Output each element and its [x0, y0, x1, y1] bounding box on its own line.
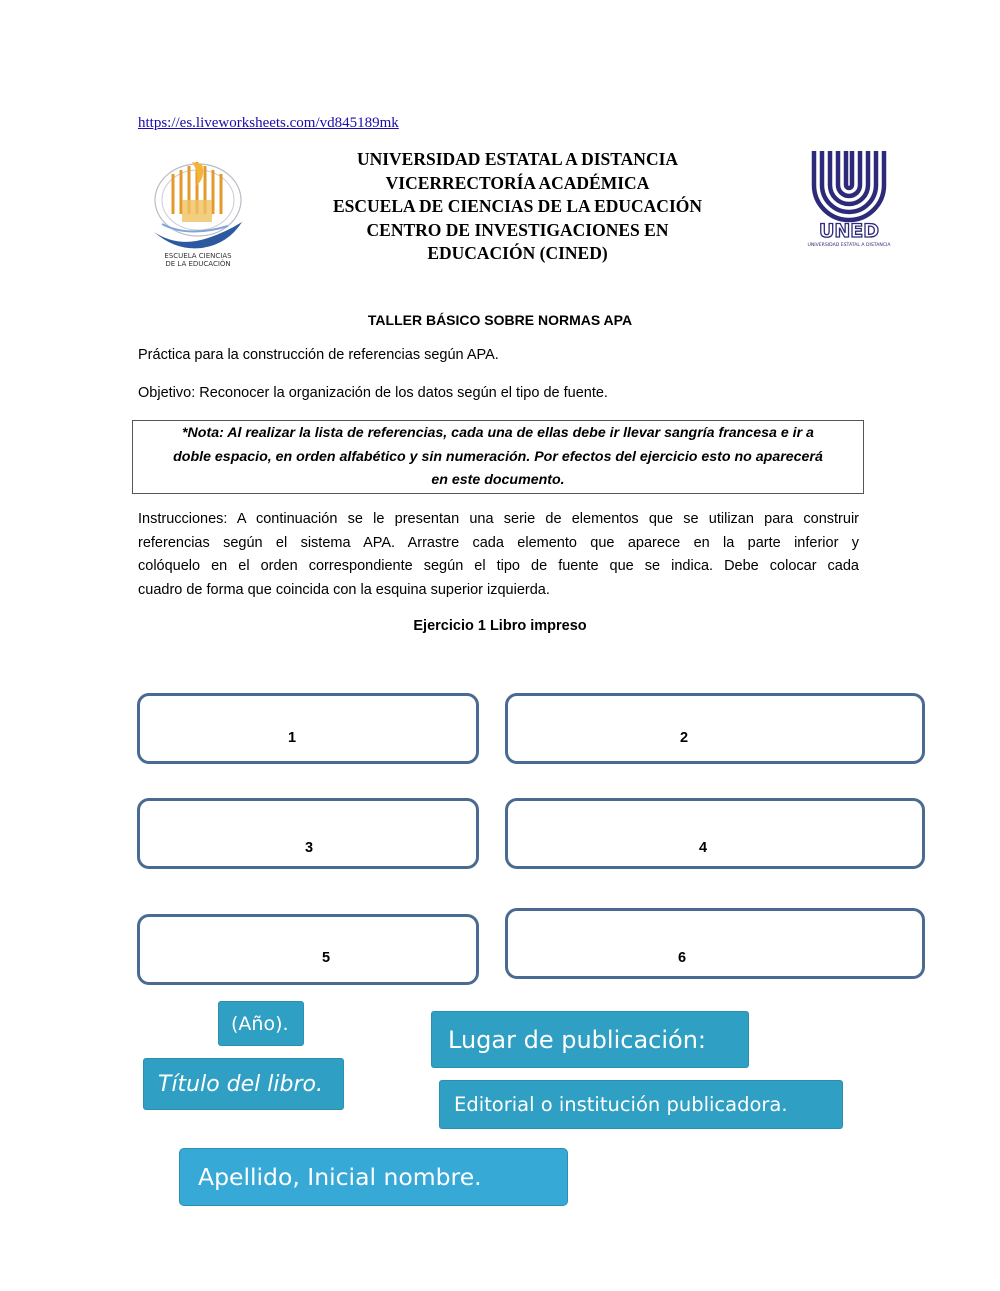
- drop-slot-3[interactable]: [137, 798, 479, 869]
- header-line: CENTRO DE INVESTIGACIONES EN: [366, 219, 669, 240]
- chip-author[interactable]: Apellido, Inicial nombre.: [179, 1148, 568, 1206]
- chip-title[interactable]: Título del libro.: [143, 1058, 344, 1110]
- slot-number: 2: [680, 730, 689, 746]
- chip-publisher[interactable]: Editorial o institución publicadora.: [439, 1080, 843, 1129]
- logo-left-line-2: DE LA EDUCACIÓN: [165, 260, 231, 268]
- slot-number: 6: [678, 950, 687, 966]
- header-line: UNIVERSIDAD ESTATAL A DISTANCIA: [356, 149, 679, 169]
- objective-text: Objetivo: Reconocer la organización de los datos según el tipo de fuente.: [138, 385, 608, 401]
- practice-text: Práctica para la construcción de referencias según APA.: [138, 347, 499, 363]
- instructions: [138, 508, 859, 602]
- chip-place[interactable]: Lugar de publicación:: [431, 1011, 749, 1068]
- header-line: ESCUELA DE CIENCIAS DE LA EDUCACIÓN: [332, 196, 703, 217]
- note-line: *Nota: Al realizar la lista de referencias, cada una de ellas debe ir llevar sangría francesa e ir a: [182, 425, 814, 441]
- document-title: TALLER BÁSICO SOBRE NORMAS APA: [367, 312, 633, 328]
- slot-number: 3: [305, 840, 314, 856]
- drop-slot-1[interactable]: [137, 693, 479, 764]
- institution-header: [290, 148, 745, 266]
- note-line: en este documento.: [431, 472, 565, 488]
- worksheet-link[interactable]: https://es.liveworksheets.com/vd845189mk: [138, 115, 399, 131]
- drop-slot-6[interactable]: [505, 908, 925, 979]
- note-line: doble espacio, en orden alfabético y sin numeración. Por efectos del ejercicio esto no aparecerá: [173, 448, 823, 465]
- slot-number: 4: [699, 840, 708, 856]
- header-line: VICERRECTORÍA ACADÉMICA: [385, 172, 650, 193]
- chip-year[interactable]: (Año).: [218, 1001, 304, 1046]
- header-line: EDUCACIÓN (CINED): [427, 243, 608, 264]
- drop-slot-4[interactable]: [505, 798, 925, 869]
- uned-logo: [806, 145, 892, 249]
- uned-wordmark: UNED: [818, 220, 880, 242]
- education-school-logo: [148, 152, 248, 270]
- note-box: [132, 420, 864, 494]
- drop-slot-2[interactable]: [505, 693, 925, 764]
- uned-tagline: UNIVERSIDAD ESTATAL A DISTANCIA: [807, 243, 891, 248]
- instruction-line: colóquelo en el orden correspondiente según el tipo de fuente que se indica. Debe colocar cada: [138, 558, 859, 575]
- instruction-line: cuadro de forma que coincida con la esquina superior izquierda.: [138, 581, 550, 598]
- exercise-title: Ejercicio 1 Libro impreso: [413, 618, 587, 634]
- instruction-line: referencias según el sistema APA. Arrastre cada elemento que aparece en la parte inferior y: [138, 534, 859, 551]
- logo-left-line-1: ESCUELA CIENCIAS: [164, 252, 232, 260]
- slot-number: 5: [322, 950, 331, 966]
- drop-slot-5[interactable]: [137, 914, 479, 985]
- instruction-line: Instrucciones: A continuación se le presentan una serie de elementos que se utilizan para construir: [138, 511, 859, 527]
- slot-number: 1: [288, 730, 297, 746]
